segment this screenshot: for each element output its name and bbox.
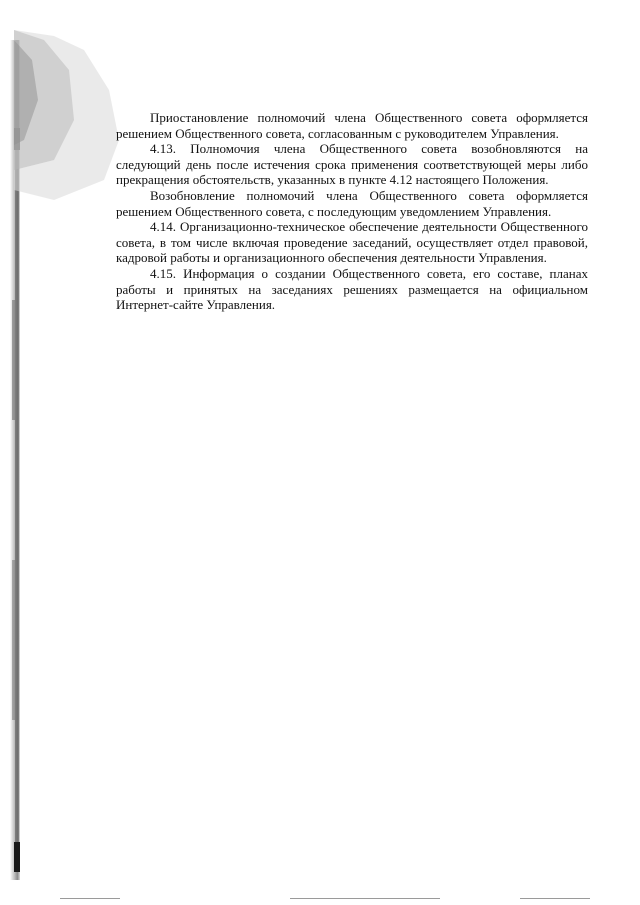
paragraph-4-15: 4.15. Информация о создании Общественного совета, его составе, планах работы и принятых на заседаниях решениях размещается на официальном Интернет-сайте Управления. bbox=[116, 265, 588, 313]
paragraph-renewal-of-powers: Возобновление полномочий члена Общественного совета оформляется решением Общественного совета, с последующим уведомлением Управления. bbox=[116, 187, 588, 219]
document-body bbox=[116, 110, 588, 313]
scan-bottom-mark bbox=[60, 898, 120, 899]
scan-bottom-mark bbox=[520, 898, 590, 899]
scan-corner-artifact bbox=[14, 30, 124, 200]
paragraph-suspension-of-powers: Приостановление полномочий члена Общественного совета оформляется решением Общественного совета, согласованным с руководителем Управления. bbox=[116, 110, 588, 141]
paragraph-4-13: 4.13. Полномочия члена Общественного совета возобновляются на следующий день после истечения срока применения соответствующей меры либо прекращения обстоятельств, указанных в пункте 4.12 настоящего Положения. bbox=[116, 141, 588, 188]
paragraph-4-14: 4.14. Организационно-техническое обеспечение деятельности Общественного совета, в том числе включая проведение заседаний, осуществляет отдел правовой, кадровой работы и организационного обеспечения деятельности Управления. bbox=[116, 219, 588, 266]
scan-bottom-mark bbox=[290, 898, 440, 899]
